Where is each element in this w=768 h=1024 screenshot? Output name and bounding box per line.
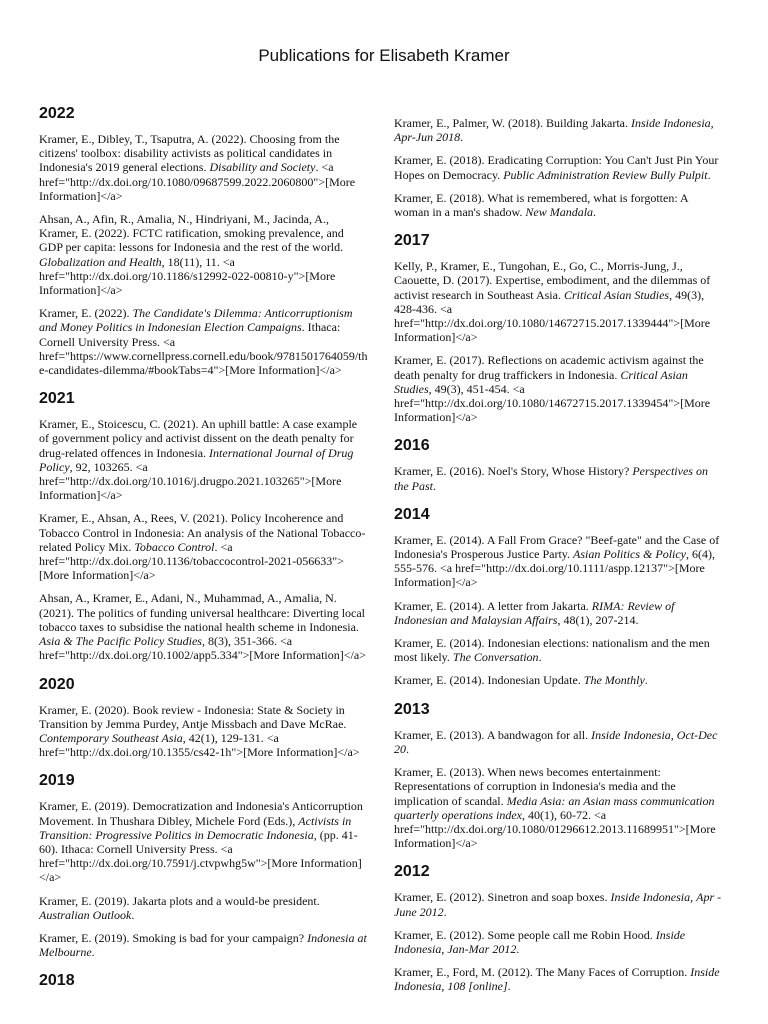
publication-entry: Ahsan, A., Kramer, E., Adani, N., Muhammad, A., Amalia, N. (2021). The politics of funding universal healthcare: Diverting local tobacco taxes to subsidise the national health scheme in Indonesia. Asia & The Pacific Policy Studies, 8(3), 351-366. <a href="http://dx.doi.org/10.1002/app5.334">[More Information]</a> [39, 591, 366, 663]
publication-entry: Kramer, E. (2018). Eradicating Corruption: You Can't Just Pin Your Hopes on Democracy. Public Administration Review Bully Pulpit. [394, 153, 719, 182]
publication-entry: Kramer, E. (2014). A Fall From Grace? "Beef-gate" and the Case of Indonesia's Prosperous Justice Party. Asian Politics & Policy, 6(4), 555-576. <a href="http://dx.doi.org/10.1111/aspp.12137">[More Information]</a> [394, 532, 720, 590]
year-heading: 2016 [394, 437, 430, 455]
year-heading: 2018 [39, 972, 75, 990]
year-heading: 2012 [394, 863, 430, 881]
publication-entry: Kramer, E. (2020). Book review - Indonesia: State & Society in Transition by Jemma Purdey, Antje Missbach and Dave McRae. Contemporary Southeast Asia, 42(1), 129-131. <a href="http://dx.doi.org/10.1355/cs42-1h">[More Information]</a> [39, 702, 360, 760]
year-heading: 2021 [39, 390, 75, 408]
year-heading: 2019 [39, 772, 75, 790]
year-heading: 2017 [394, 232, 430, 250]
publication-entry: Kramer, E. (2012). Sinetron and soap boxes. Inside Indonesia, Apr - June 2012. [394, 890, 722, 919]
publication-entry: Kramer, E. (2012). Some people call me Robin Hood. Inside Indonesia, Jan-Mar 2012. [394, 927, 686, 956]
publication-entry: Kramer, E. (2019). Smoking is bad for your campaign? Indonesia at Melbourne. [39, 930, 367, 960]
year-section [394, 231, 724, 424]
year-section [394, 116, 724, 219]
page-title: Publications for Elisabeth Kramer [258, 46, 510, 65]
publication-entry: Kramer, E. (2018). What is remembered, what is forgotten: A woman in a man's shadow. New Mandala. [394, 190, 688, 220]
year-heading: 2020 [39, 675, 75, 693]
year-heading: 2022 [39, 105, 75, 122]
publication-entry: Kramer, E. (2016). Noel's Story, Whose History? Perspectives on the Past. [394, 464, 708, 493]
right-column [394, 116, 724, 1006]
left-column [39, 104, 369, 1003]
year-section [39, 675, 369, 760]
publication-entry: Kramer, E. (2014). Indonesian Update. The Monthly. [394, 673, 648, 688]
year-heading: 2013 [394, 700, 430, 718]
publication-entry: Kramer, E., Stoicescu, C. (2021). An uphill battle: A case example of government policy and activist dissent on the death penalty for drug-related offences in Indonesia. International Journal of Drug Policy, 92, 103265. <a href="http://dx.doi.org/10.1016/j.drugpo.2021.103265">[More Information]</a> [39, 417, 358, 503]
publication-entry: Kramer, E., Dibley, T., Tsaputra, A. (2022). Choosing from the citizens' toolbox: disability activists as political candidates in Indonesia's 2019 general elections. Disability and Society. <a href="http://dx.doi.org/10.1080/09687599.2022.2060800">[More Information]</a> [39, 132, 356, 203]
year-section [39, 771, 369, 959]
year-section [394, 700, 724, 851]
publication-entry: Kramer, E. (2014). Indonesian elections: nationalism and the men most likely. The Conversation. [394, 636, 710, 665]
publication-entry: Kramer, E. (2014). A letter from Jakarta. RIMA: Review of Indonesian and Malaysian Affairs, 48(1), 207-214. [394, 598, 675, 627]
publication-entry: Kramer, E. (2022). The Candidate's Dilemma: Anticorruptionism and Money Politics in Indonesian Election Campaigns. Ithaca: Cornell University Press. <a href="https://www.cornellpress.cornell.edu/book/9781501764059/the-candidates-dilemma/#bookTabs=4">[More Information]</a> [39, 306, 368, 378]
publication-entry: Kramer, E. (2019). Democratization and Indonesia's Anticorruption Movement. In Thushara Dibley, Michele Ford (Eds.), Activists in Transition: Progressive Politics in Democratic Indonesia, (pp. 41-60). Ithaca: Cornell University Press. <a href="http://dx.doi.org/10.7591/j.ctvpwhg5w">[More Information]</a> [39, 799, 363, 885]
publication-entry: Kelly, P., Kramer, E., Tungohan, E., Go, C., Morris-Jung, J., Caouette, D. (2017). Expertise, embodiment, and the dilemmas of activist research in Southeast Asia. Critical Asian Studies, 49(3), 428-436. <a href="http://dx.doi.org/10.1080/14672715.2017.1339444">[More Information]</a> [394, 259, 711, 345]
publication-entry: Kramer, E. (2019). Jakarta plots and a would-be president. Australian Outlook. [39, 893, 320, 922]
publication-entry: Kramer, E., Ahsan, A., Rees, V. (2021). Policy Incoherence and Tobacco Control in Indonesia: An analysis of the National Tobacco-related Policy Mix. Tobacco Control. <a href="http://dx.doi.org/10.1136/tobaccocontrol-2021-056633">[More Information]</a> [39, 511, 366, 583]
publication-entry: Ahsan, A., Afin, R., Amalia, N., Hindriyani, M., Jacinda, A., Kramer, E. (2022). FCTC ratification, smoking prevalence, and GDP per capita: lessons for Indonesia and the rest of the world. Globalization and Health, 18(11), 11. <a href="http://dx.doi.org/10.1186/s12992-022-00810-y">[More Information]</a> [39, 212, 344, 298]
year-heading: 2014 [394, 505, 430, 523]
publication-entry: Kramer, E. (2013). A bandwagon for all. Inside Indonesia, Oct-Dec 20. [394, 727, 718, 756]
publication-entry: Kramer, E. (2017). Reflections on academic activism against the death penalty for drug traffickers in Indonesia. Critical Asian Studies, 49(3), 451-454. <a href="http://dx.doi.org/10.1080/14672715.2017.1339454">[More Information]</a> [394, 353, 711, 425]
publication-entry: Kramer, E., Ford, M. (2012). The Many Faces of Corruption. Inside Indonesia, 108 [online]. [394, 965, 720, 994]
publication-entry: Kramer, E., Palmer, W. (2018). Building Jakarta. Inside Indonesia, Apr-Jun 2018. [394, 116, 714, 145]
publication-entry: Kramer, E. (2013). When news becomes entertainment: Representations of corruption in Indonesia's media and the implication of scandal. Media Asia: an Asian mass communication quarterly operations index, 40(1), 60-72. <a href="http://dx.doi.org/10.1080/01296612.2013.11689951">[More Information]</a> [394, 765, 716, 851]
year-section [394, 862, 724, 993]
year-section [39, 971, 369, 991]
year-section [394, 436, 724, 492]
year-section [394, 505, 724, 688]
year-section [39, 104, 369, 377]
year-section [39, 389, 369, 662]
